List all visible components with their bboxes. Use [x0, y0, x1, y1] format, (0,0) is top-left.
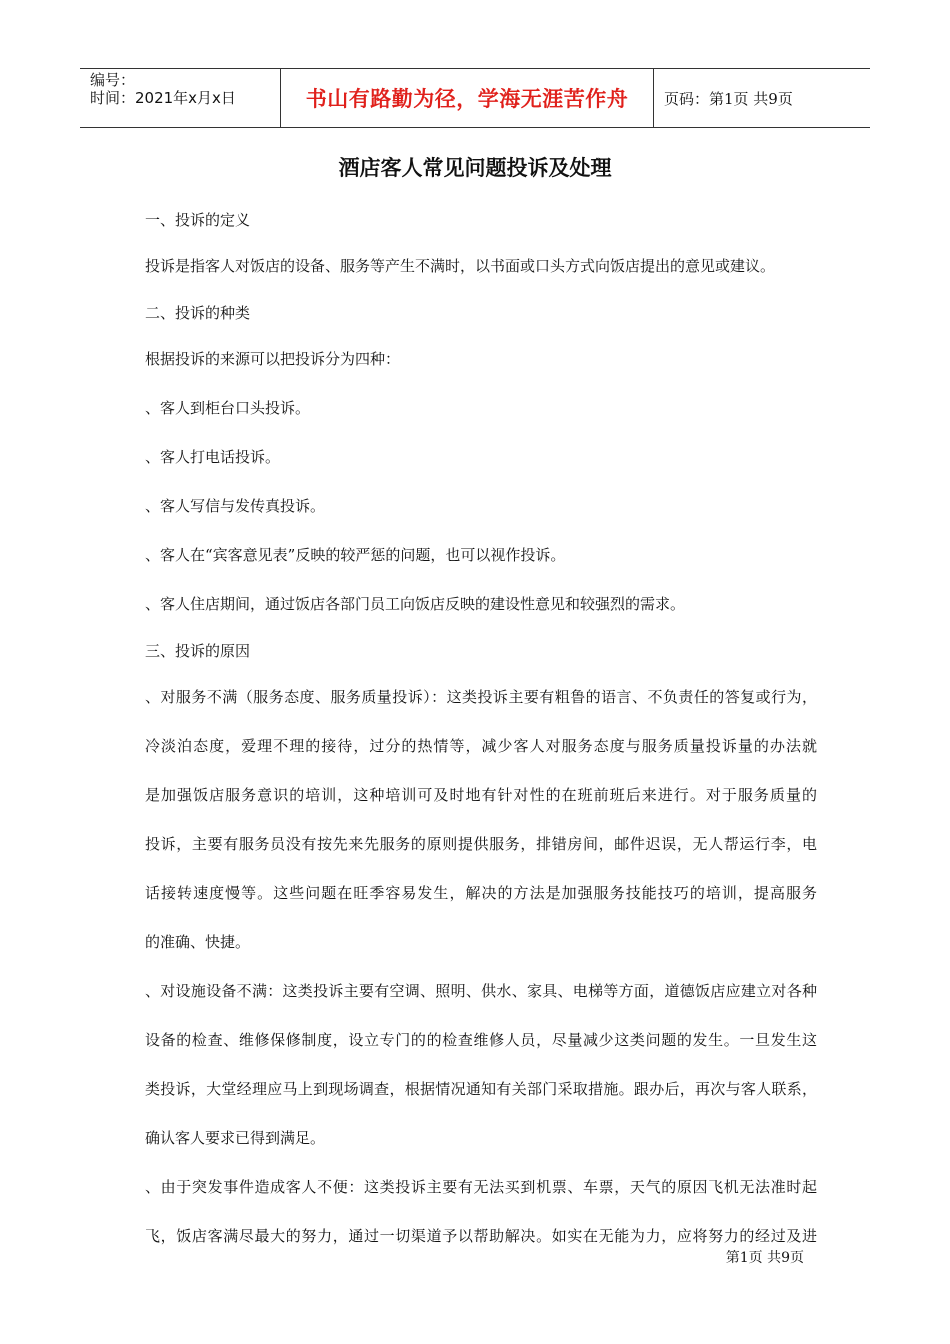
header-motto-cell [281, 69, 654, 127]
paragraph-line: 是加强饭店服务意识的培训，这种培训可及时地有针对性的在班前班后来进行。对于服务质量的 [145, 786, 817, 804]
paragraph-line: 、对服务不满（服务态度、服务质量投诉）：这类投诉主要有粗鲁的语言、不负责任的答复或行为， [145, 688, 817, 706]
list-item: 、客人在“宾客意见表”反映的较严惩的问题，也可以视作投诉。 [145, 546, 566, 564]
footer-page-number: 第1页 共9页 [725, 1250, 804, 1266]
document-title: 酒店客人常见问题投诉及处理 [338, 155, 612, 180]
paragraph-line: 类投诉，大堂经理应马上到现场调查，根据情况通知有关部门采取措施。跟办后，再次与客人联系， [145, 1080, 817, 1098]
header-motto: 书山有路勤为径，学海无涯苦作舟 [305, 87, 629, 111]
paragraph-line: 冷淡泊态度，爱理不理的接待，过分的热情等，减少客人对服务态度与服务质量投诉量的办法就 [145, 737, 817, 755]
section-heading-types: 二、投诉的种类 [145, 304, 251, 322]
paragraph-line: 投诉，主要有服务员没有按先来先服务的原则提供服务，排错房间，邮件迟误，无人帮运行李，电 [145, 835, 817, 853]
header-page-cell [654, 69, 870, 127]
section-heading-definition: 一、投诉的定义 [145, 211, 251, 229]
paragraph-line: 、对设施设备不满：这类投诉主要有空调、照明、供水、家具、电梯等方面，道德饭店应建立对各种 [145, 982, 817, 1000]
paragraph-line: 设备的检查、维修保修制度，设立专门的的检查维修人员，尽量减少这类问题的发生。一旦发生这 [145, 1031, 817, 1049]
list-item: 、客人住店期间，通过饭店各部门员工向饭店反映的建设性意见和较强烈的需求。 [145, 595, 686, 613]
paragraph-types-intro: 根据投诉的来源可以把投诉分为四种： [145, 350, 401, 368]
header-page-number: 页码：第1页 共9页 [664, 89, 793, 108]
section-heading-causes: 三、投诉的原因 [145, 642, 251, 660]
list-item: 、客人打电话投诉。 [145, 448, 281, 466]
paragraph-line: 确认客人要求已得到满足。 [145, 1129, 326, 1147]
header-meta-cell [80, 69, 281, 127]
document-header [80, 68, 870, 128]
document-body [145, 198, 817, 1261]
paragraph-definition: 投诉是指客人对饭店的设备、服务等产生不满时，以书面或口头方式向饭店提出的意见或建议。 [145, 257, 776, 275]
paragraph-line: 的准确、快捷。 [145, 933, 251, 951]
document-time-label: 时间：2021年x月x日 [90, 89, 236, 107]
paragraph-line: 话接转速度慢等。这些问题在旺季容易发生，解决的方法是加强服务技能技巧的培训，提高服务 [145, 884, 817, 902]
list-item: 、客人写信与发传真投诉。 [145, 497, 326, 515]
paragraph-line: 、由于突发事件造成客人不便：这类投诉主要有无法买到机票、车票，天气的原因飞机无法准时起 [145, 1178, 817, 1196]
paragraph-line: 飞，饭店客满尽最大的努力，通过一切渠道予以帮助解决。如实在无能为力，应将努力的经过及进 [145, 1227, 817, 1245]
list-item: 、客人到柜台口头投诉。 [145, 399, 311, 417]
document-number-label: 编号： [90, 71, 136, 89]
